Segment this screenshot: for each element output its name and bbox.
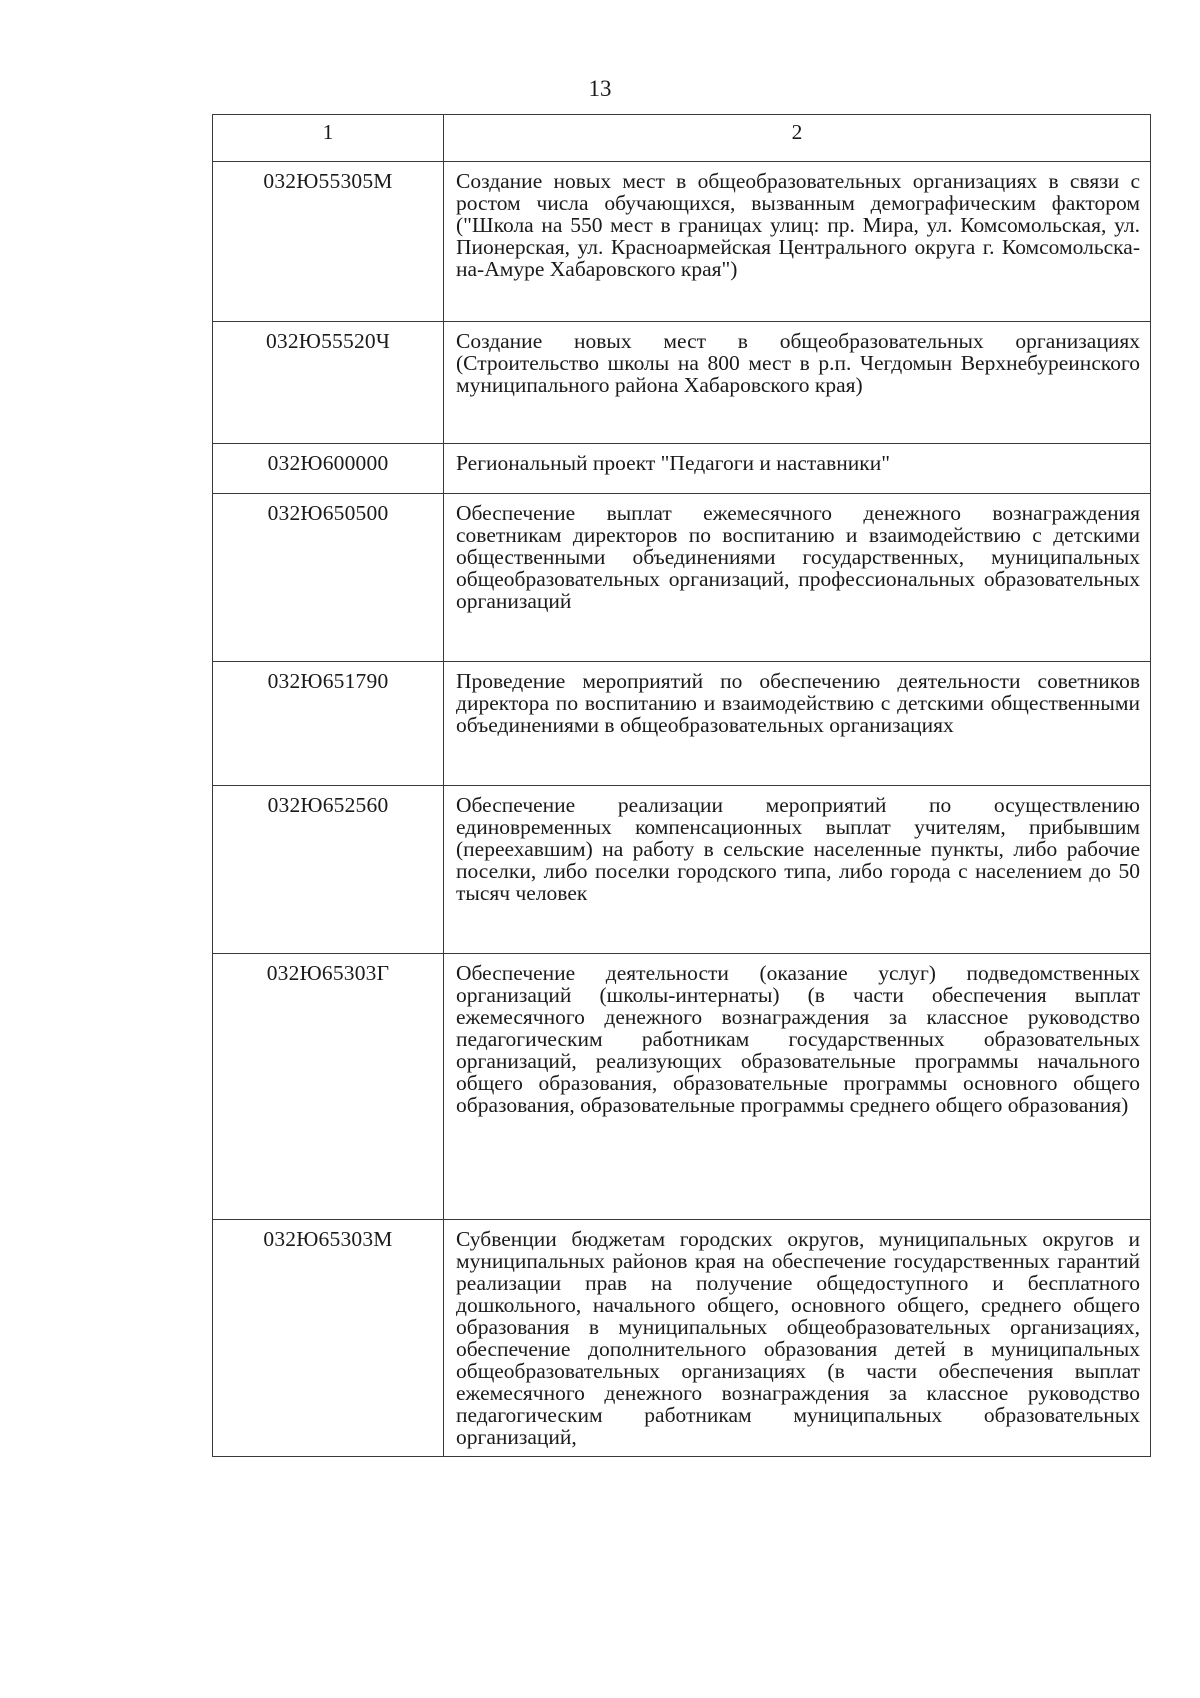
row-code: 032Ю600000: [213, 444, 444, 494]
table-row: [213, 786, 1151, 954]
page-number: 13: [588, 76, 612, 101]
row-description: Создание новых мест в общеобразовательных организациях (Строительство школы на 800 мест в р.п. Чегдомын Верхнебуреинского муниципального района Хабаровского края): [444, 322, 1151, 444]
column-header-description: 2: [444, 115, 1151, 162]
row-description: Обеспечение реализации мероприятий по осуществлению единовременных компенсационных выплат учителям, прибывшим (переехавшим) на работу в сельские населенные пункты, либо рабочие поселки, либо поселки городского типа, либо города с населением до 50 тысяч человек: [444, 786, 1151, 954]
table-row: [213, 494, 1151, 662]
table-row: [213, 162, 1151, 322]
row-code: 032Ю55305М: [213, 162, 444, 322]
row-description: Обеспечение выплат ежемесячного денежного вознаграждения советникам директоров по воспитанию и взаимодействию с детскими общественными объединениями государственных, муниципальных общеобразовательных организаций, профессиональных образовательных организаций: [444, 494, 1151, 662]
budget-classification-table: [212, 114, 1151, 1457]
table-header-row: [213, 115, 1151, 162]
table-row: [213, 444, 1151, 494]
row-code: 032Ю652560: [213, 786, 444, 954]
row-description: Региональный проект "Педагоги и наставники": [444, 444, 1151, 494]
column-header-code: 1: [213, 115, 444, 162]
row-code: 032Ю65303М: [213, 1220, 444, 1457]
row-code: 032Ю651790: [213, 662, 444, 786]
row-description: Субвенции бюджетам городских округов, муниципальных округов и муниципальных районов края на обеспечение государственных гарантий реализации прав на получение общедоступного и бесплатного дошкольного, начального общего, основного общего, среднего общего образования в муниципальных общеобразовательных организациях, обеспечение дополнительного образования детей в муниципальных общеобразовательных организациях (в части обеспечения выплат ежемесячного денежного вознаграждения за классное руководство педагогическим работникам муниципальных образовательных организаций,: [444, 1220, 1151, 1457]
row-description: Обеспечение деятельности (оказание услуг) подведомственных организаций (школы-интернаты) (в части обеспечения выплат ежемесячного денежного вознаграждения за классное руководство педагогическим работникам государственных образовательных организаций, реализующих образовательные программы начального общего образования, образовательные программы основного общего образования, образовательные программы среднего общего образования): [444, 954, 1151, 1220]
table-row: [213, 954, 1151, 1220]
table-row: [213, 1220, 1151, 1457]
row-code: 032Ю55520Ч: [213, 322, 444, 444]
row-code: 032Ю65303Г: [213, 954, 444, 1220]
table-row: [213, 662, 1151, 786]
row-description: Создание новых мест в общеобразовательных организациях в связи с ростом числа обучающихся, вызванным демографическим фактором ("Школа на 550 мест в границах улиц: пр. Мира, ул. Комсомольская, ул. Пионерская, ул. Красноармейская Центрального округа г. Комсомольска-на-Амуре Хабаровского края"): [444, 162, 1151, 322]
row-code: 032Ю650500: [213, 494, 444, 662]
table-row: [213, 322, 1151, 444]
row-description: Проведение мероприятий по обеспечению деятельности советников директора по воспитанию и взаимодействию с детскими общественными объединениями в общеобразовательных организациях: [444, 662, 1151, 786]
